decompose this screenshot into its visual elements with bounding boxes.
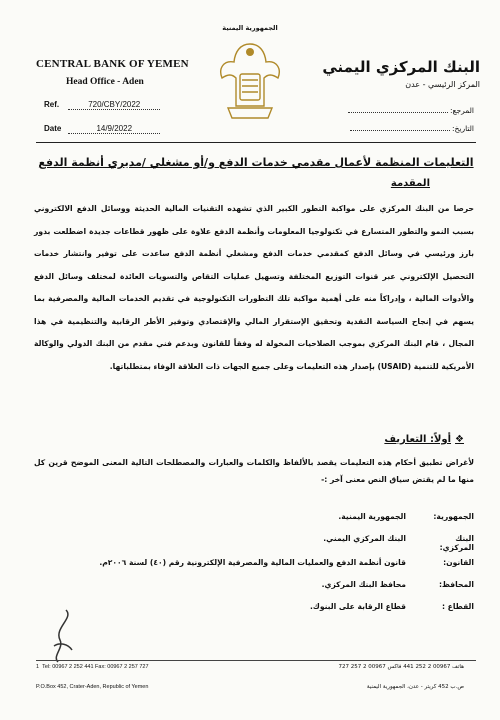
- header-divider: [36, 142, 476, 143]
- phone-en: Tel: 00967 2 252 441 Fax: 00967 2 257 727: [42, 664, 149, 670]
- definitions-intro: لأغراض تطبيق أحكام هذه التعليمات يقصد بالألفاظ والكلمات والعبارات والمصطلحات التالية المعنى الموضح قرين كل منها ما لم يقتض سياق النص معنى آخر :-: [34, 458, 474, 484]
- ref-label-ar: المرجع:: [450, 106, 474, 115]
- page-number: 1: [36, 664, 40, 670]
- ref-line-ar: [348, 112, 448, 113]
- ref-value: 720/CBY/2022: [68, 100, 160, 110]
- letterhead-english: [36, 58, 196, 87]
- letterhead-arabic: [320, 58, 480, 89]
- date-row: [44, 124, 160, 134]
- bank-name-ar: البنك المركزي اليمني: [322, 58, 480, 76]
- definition-term: المحافظ:: [438, 580, 474, 589]
- definition-meaning: محافظ البنك المركزي.: [321, 580, 406, 589]
- date-label: Date: [44, 124, 62, 133]
- office-name-en: Head Office - Aden: [66, 77, 144, 87]
- section-heading-text: أولاً: التعاريف: [384, 434, 452, 445]
- document-title: التعليمات المنظمة لأعمال مقدمي خدمات الدفع و/أو مشغلي /مديري أنظمة الدفع: [38, 156, 474, 169]
- date-row-ar: [350, 124, 474, 133]
- ref-row: [44, 100, 160, 110]
- footer-address-ar: ص.ب 452 كريتر - عدن، الجمهورية اليمنية: [366, 684, 464, 690]
- intro-heading: المقدمة: [390, 178, 430, 189]
- definition-term: القانون:: [443, 558, 474, 567]
- date-value: 14/9/2022: [68, 124, 160, 134]
- definition-term: البنك المركزي:: [439, 534, 474, 552]
- ref-row-ar: [348, 106, 474, 115]
- footer-divider: [36, 660, 476, 661]
- footer-phone-ar: هاتف 00967 2 252 441 فاكس 00967 2 257 727: [338, 664, 464, 670]
- definition-term: القطاع :: [441, 602, 474, 611]
- date-line-ar: [350, 130, 450, 131]
- ref-label: Ref.: [44, 100, 60, 109]
- bullet-icon: ❖: [455, 434, 464, 445]
- footer-phone-en: [36, 664, 149, 670]
- office-name-ar: المركز الرئيسي - عدن: [405, 80, 480, 89]
- emblem-caption: الجمهورية اليمنية: [222, 24, 278, 32]
- signature-icon: [44, 606, 84, 666]
- date-label-ar: التاريخ:: [452, 124, 474, 133]
- definition-meaning: قانون أنظمة الدفع والعمليات المالية والمصرفية الإلكترونية رقم (٤٠) لسنة ٢٠٠٦م.: [99, 558, 406, 567]
- footer-address-en: P.O.Box 452, Crater-Aden, Republic of Yemen: [36, 684, 149, 690]
- definition-term: الجمهورية:: [433, 512, 474, 521]
- bank-name-en: CENTRAL BANK OF YEMEN: [36, 58, 189, 70]
- definition-meaning: الجمهورية اليمنية.: [338, 512, 406, 521]
- definition-meaning: البنك المركزي اليمني.: [323, 534, 406, 543]
- section-definitions-heading: [384, 434, 464, 445]
- definition-meaning: قطاع الرقابة على البنوك.: [309, 602, 406, 611]
- yemen-eagle-emblem-icon: [210, 22, 290, 130]
- intro-paragraph: حرصا من البنك المركزي على مواكبة التطور الكبير الذي تشهده التقنيات المالية الحديثة ووسائل الدفع الالكتروني بسبب النمو والتطور المتسارع في تكنولوجيا المعلومات وأنظمة الدفع علاوة على ظهور قطاعات جديدة اضطلعت بدور بارز ورئيسي في وسائل الدفع كمقدمي خدمات الدفع ومشغلي أنظمة الدفع ساعدت على توفير وانتشار خدمات التحصيل الإلكتروني عبر قنوات التوزيع المختلفة وتسهيل عمليات التقاص والتسويات العائدة لمختلف وسائل الدفع والأدوات المالية ، وإدراكاً منه على أهمية مواكبة تلك التطورات التكنولوجية في تقديم الخدمات المالية والمصرفية بما يسهم في إنجاح السياسة النقدية وتحقيق الإستقرار المالي والإقتصادي وتوفير الأطر الرقابية والتنظيمية في هذا المجال ، قام البنك المركزي بموجب الصلاحيات المخولة له وفقاً للقانون وبدعم فني مقدم من البنك الدولي والوكالة الأمريكية للتنمية (USAID) بإصدار هذه التعليمات وعلى جميع الجهات ذات العلاقة الوفاء بمتطلباتها.: [34, 204, 474, 371]
